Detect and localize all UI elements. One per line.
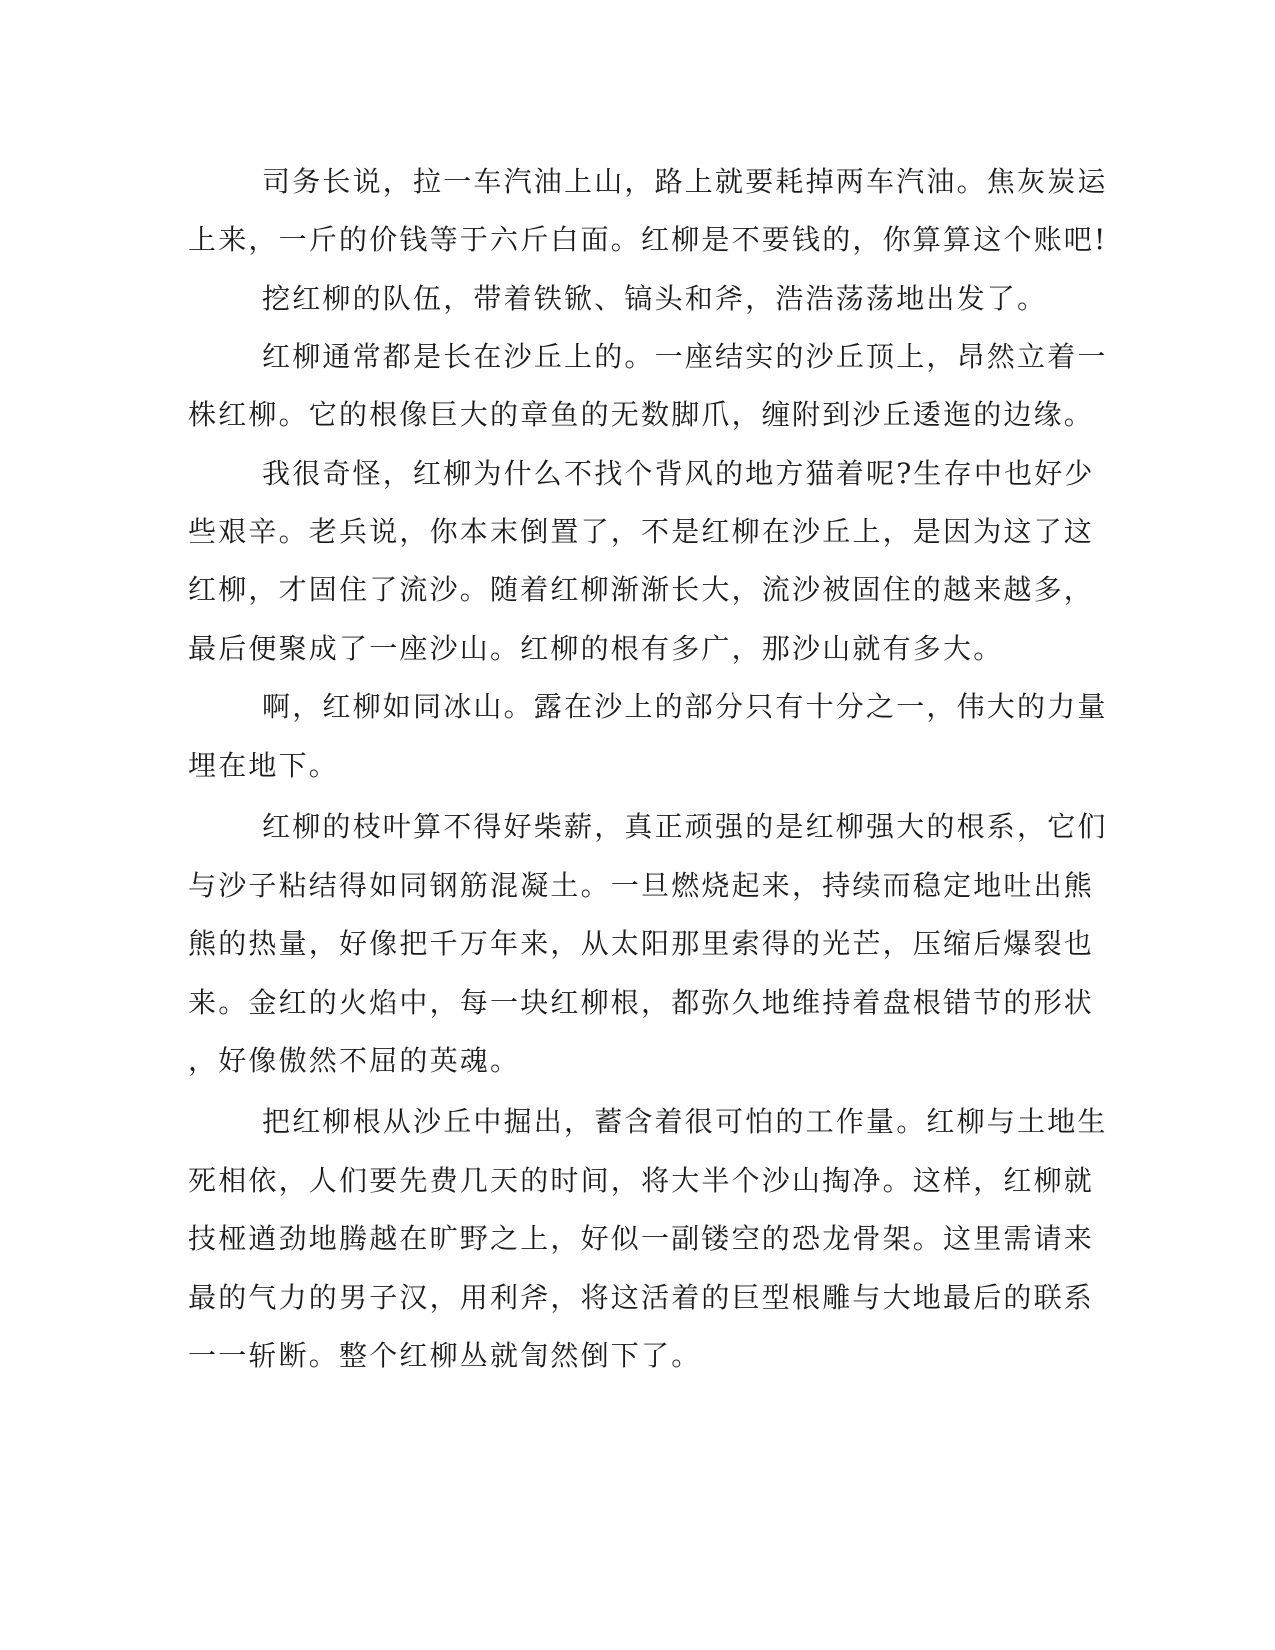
text-line: 株红柳。它的根像巨大的章鱼的无数脚爪，缠附到沙丘逶迤的边缘。 bbox=[188, 398, 1095, 431]
text-line: 啊，红柳如同冰山。露在沙上的部分只有十分之一，伟大的力量 bbox=[262, 690, 1108, 723]
text-line: 技桠遒劲地腾越在旷野之上，好似一副镂空的恐龙骨架。这里需请来 bbox=[188, 1222, 1095, 1255]
text-line: 来。金红的火焰中，每一块红柳根，都弥久地维持着盘根错节的形状 bbox=[188, 986, 1095, 1019]
text-line: 死相依，人们要先费几天的时间，将大半个沙山掏净。这样，红柳就 bbox=[188, 1164, 1095, 1197]
text-line: 上来，一斤的价钱等于六斤白面。红柳是不要钱的，你算算这个账吧! bbox=[188, 223, 1108, 256]
text-line: 最的气力的男子汉，用利斧，将这活着的巨型根雕与大地最后的联系 bbox=[188, 1281, 1095, 1314]
text-line: 最后便聚成了一座沙山。红柳的根有多广，那沙山就有多大。 bbox=[188, 632, 1004, 665]
text-line: 与沙子粘结得如同钢筋混凝土。一旦燃烧起来，持续而稳定地吐出熊 bbox=[188, 869, 1095, 902]
text-line: 红柳的枝叶算不得好柴薪，真正顽强的是红柳强大的根系，它们 bbox=[262, 810, 1108, 843]
text-line: 司务长说，拉一车汽油上山，路上就要耗掉两车汽油。焦灰炭运 bbox=[262, 165, 1108, 198]
text-line: 埋在地下。 bbox=[188, 749, 340, 782]
text-line: ，好像傲然不屈的英魂。 bbox=[188, 1044, 521, 1077]
text-line: 熊的热量，好像把千万年来，从太阳那里索得的光芒，压缩后爆裂也 bbox=[188, 927, 1095, 960]
text-line: 挖红柳的队伍，带着铁锨、镐头和斧，浩浩荡荡地出发了。 bbox=[262, 282, 1048, 315]
text-line: 我很奇怪，红柳为什么不找个背风的地方猫着呢?生存中也好少 bbox=[262, 457, 1095, 490]
text-line: 红柳通常都是长在沙丘上的。一座结实的沙丘顶上，昂然立着一 bbox=[262, 340, 1108, 373]
text-line: 把红柳根从沙丘中掘出，蓄含着很可怕的工作量。红柳与土地生 bbox=[262, 1105, 1108, 1138]
text-line: 些艰辛。老兵说，你本末倒置了，不是红柳在沙丘上，是因为这了这 bbox=[188, 515, 1095, 548]
text-line: 一一斩断。整个红柳丛就訇然倒下了。 bbox=[188, 1339, 702, 1372]
text-line: 红柳，才固住了流沙。随着红柳渐渐长大，流沙被固住的越来越多， bbox=[188, 573, 1095, 606]
